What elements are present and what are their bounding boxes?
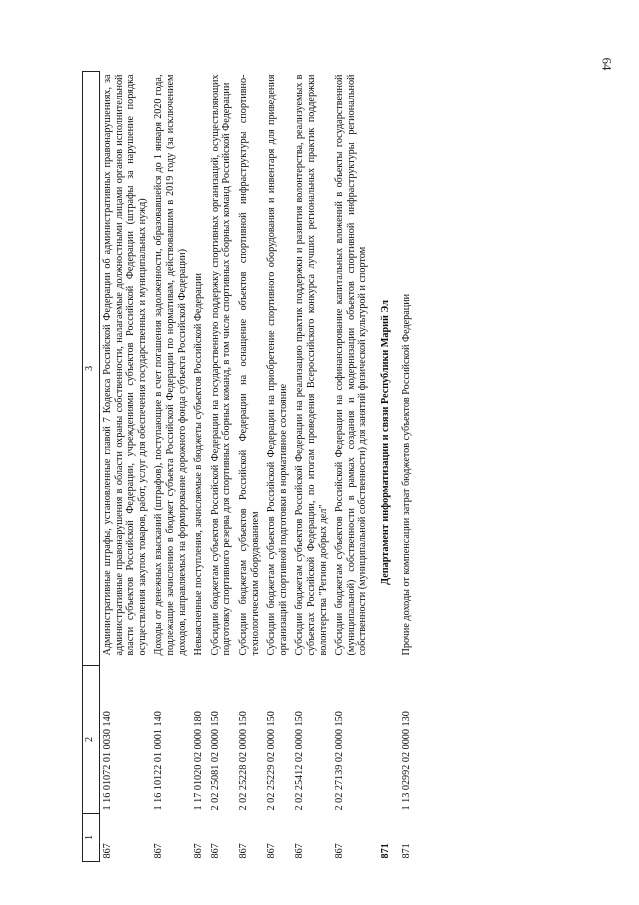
revenue-description: Доходы от денежных взысканий (штрафов), поступающие в счет погашения задолженности, образовавшейся до 1 января 2020 года, подлежащие зачислению в бюджет субъекта Российской Федерации по нормативам, действовавшим в 2019 году (за исключением доходов, направляемых на формирование дорожного фонда субъекта Российской Федерации) <box>153 74 188 656</box>
budget-code: 2 02 27139 02 0000 150 <box>334 711 346 811</box>
column-header-1: 1 <box>83 814 100 862</box>
budget-code: 1 16 01072 01 0030 140 <box>102 711 113 811</box>
revenue-description: Субсидии бюджетам субъектов Российской Федерации на реализацию практик поддержки и развития волонтерства, реализуемых в субъектах Российской Федерации, по итогам проведения Всероссийского конкурса лучших региональных практик поддержки волонтерства "Регион добрых дел" <box>294 74 329 656</box>
revenue-codes-table <box>82 71 416 862</box>
admin-code: 867 <box>266 843 278 859</box>
column-header-2: 2 <box>83 666 100 814</box>
page-number: 64 <box>599 57 615 71</box>
department-admin-code: 871 <box>379 843 391 859</box>
revenue-description: Административные штрафы, установленные главой 7 Кодекса Российской Федерации об административных правонарушениях, за административные правонарушения в области охраны собственности, налагаемые должностными лицами органов исполнительной власти субъектов Российской Федерации, учреждениями субъектов Российской Федерации (штрафы за нарушение порядка осуществления закупок товаров, работ, услуг для обеспечения государственных и муниципальных нужд) <box>102 74 148 656</box>
table-row <box>292 72 332 862</box>
admin-code: 867 <box>209 843 221 859</box>
budget-code: 2 02 25229 02 0000 150 <box>266 711 278 811</box>
rotated-sheet <box>82 72 602 862</box>
table-row <box>100 72 152 862</box>
revenue-description: Прочие доходы от компенсации затрат бюджетов субъектов Российской Федерации <box>401 293 413 656</box>
budget-code: 1 17 01020 02 0000 180 <box>193 711 205 811</box>
revenue-description: Субсидии бюджетам субъектов Российской Федерации на государственную поддержку спортивных организаций, осуществляющих подготовку спортивного резерва для спортивных сборных команд, в том числе спортивных сборных команд Российской Федерации <box>209 74 233 656</box>
column-header-3: 3 <box>83 72 100 666</box>
department-title: Департамент информатизации и связи Республики Марий Эл <box>379 300 391 585</box>
budget-code: 2 02 25228 02 0000 150 <box>237 711 249 811</box>
table-row <box>151 72 191 862</box>
budget-code: 1 13 02992 02 0000 130 <box>401 711 413 811</box>
revenue-description: Невыясненные поступления, зачисляемые в бюджеты субъектов Российской Федерации <box>193 273 205 656</box>
table-row <box>236 72 264 862</box>
admin-code: 867 <box>102 843 113 859</box>
department-row <box>372 72 400 862</box>
table-header-row <box>83 72 100 862</box>
admin-code: 867 <box>334 843 346 859</box>
revenue-description: Субсидии бюджетам субъектов Российской Федерации на софинансирование капитальных вложений в объекты государственной (муниципальной) собственности в рамках создания и модернизации объектов спортивной инфраструктуры региональной собственности (муниципальной собственности) для занятий физической культурой и спортом <box>334 74 369 656</box>
table-row <box>208 72 236 862</box>
admin-code: 871 <box>401 843 413 859</box>
budget-code: 2 02 25081 02 0000 150 <box>209 711 221 811</box>
table-row <box>332 72 372 862</box>
admin-code: 867 <box>294 843 306 859</box>
budget-code: 1 16 10122 01 0001 140 <box>153 711 165 811</box>
table-row <box>191 72 208 862</box>
budget-code: 2 02 25412 02 0000 150 <box>294 711 306 811</box>
revenue-description: Субсидии бюджетам субъектов Российской Федерации на приобретение спортивного оборудования и инвентаря для приведения организаций спортивной подготовки в нормативное состояние <box>266 74 289 656</box>
revenue-description: Субсидии бюджетам субъектов Российской Федерации на оснащение объектов спортивной инфраструктуры спортивно-технологическим оборудованием <box>237 74 261 656</box>
admin-code: 867 <box>193 843 205 859</box>
admin-code: 867 <box>153 843 165 859</box>
table-row <box>264 72 292 862</box>
admin-code: 867 <box>237 843 249 859</box>
table-row <box>399 72 416 862</box>
